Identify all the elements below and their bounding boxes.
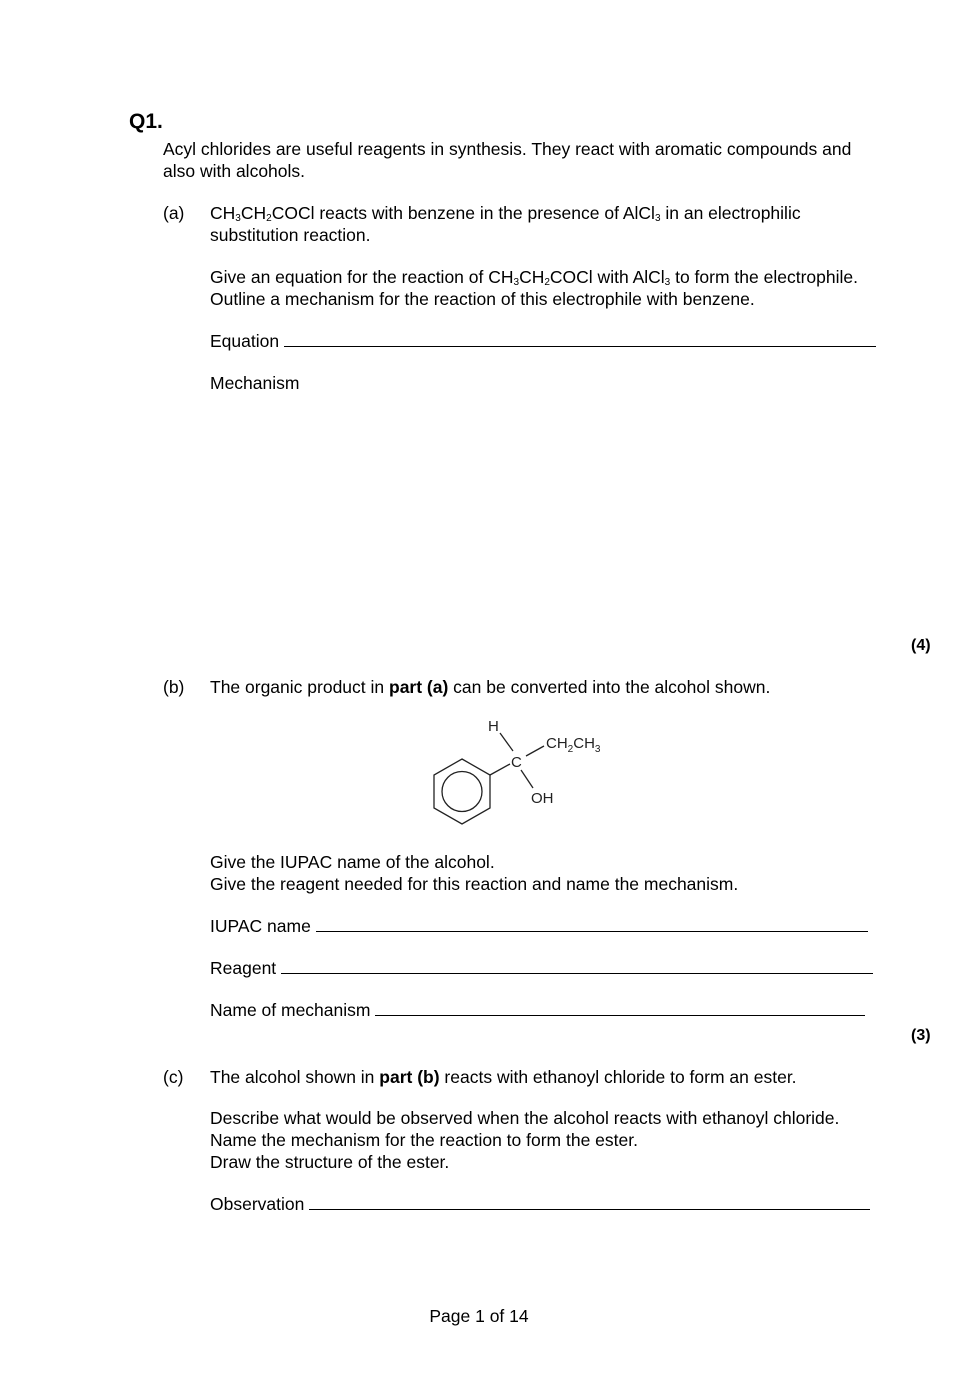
equation-label: Equation bbox=[210, 331, 280, 351]
c-h-bond bbox=[500, 733, 513, 751]
part-b-task-iupac: Give the IUPAC name of the alcohol. bbox=[210, 852, 495, 872]
part-a-label: (a) bbox=[163, 203, 185, 223]
mechanism-label: Mechanism bbox=[210, 373, 300, 393]
part-c-label: (c) bbox=[163, 1067, 184, 1087]
alcohol-structure-diagram bbox=[420, 712, 630, 832]
mechanism-name-answer-row bbox=[210, 1000, 865, 1021]
mechanism-name-answer-line[interactable] bbox=[375, 1000, 865, 1016]
carbon-atom-label: C bbox=[511, 754, 522, 771]
part-c-task-structure: Draw the structure of the ester. bbox=[210, 1152, 450, 1172]
reagent-label: Reagent bbox=[210, 958, 277, 978]
question-intro-line2: also with alcohols. bbox=[163, 161, 306, 181]
iupac-answer-line[interactable] bbox=[316, 916, 868, 932]
reagent-answer-row bbox=[210, 958, 873, 979]
equation-answer-row bbox=[210, 331, 876, 352]
hydroxyl-group-label: OH bbox=[531, 790, 554, 807]
part-b-marks: (3) bbox=[911, 1027, 931, 1044]
benzene-inner-circle bbox=[442, 772, 482, 812]
ring-to-carbon-bond bbox=[490, 764, 510, 775]
part-a-statement-line2: substitution reaction. bbox=[210, 225, 371, 245]
ethyl-group-label: $CH_2CH_3$ bbox=[546, 735, 601, 755]
mechanism-answer-space[interactable] bbox=[210, 400, 870, 620]
part-a-marks: (4) bbox=[911, 637, 931, 654]
part-a-task-equation: Give an equation for the reaction of $CH_3CH_2COCl$ with AlCl$_3$ to form the electrophile. bbox=[210, 267, 858, 288]
iupac-answer-row bbox=[210, 916, 868, 937]
equation-answer-line[interactable] bbox=[284, 331, 876, 347]
hydrogen-atom-label: H bbox=[488, 718, 499, 735]
part-c-task-observe: Describe what would be observed when the alcohol reacts with ethanoyl chloride. bbox=[210, 1108, 840, 1128]
part-a-statement-line1: $CH_3CH_2COCl$ reacts with benzene in the presence of AlCl$_3$ in an electrophilic bbox=[210, 203, 801, 224]
c-oh-bond bbox=[521, 770, 533, 788]
observation-answer-line[interactable] bbox=[309, 1194, 870, 1210]
iupac-label: IUPAC name bbox=[210, 916, 311, 936]
part-c-statement: The alcohol shown in part (b) reacts with ethanoyl chloride to form an ester. bbox=[210, 1067, 797, 1087]
observation-label: Observation bbox=[210, 1194, 305, 1214]
page-number: Page 1 of 14 bbox=[429, 1306, 529, 1326]
part-b-label: (b) bbox=[163, 677, 185, 697]
observation-answer-row bbox=[210, 1194, 870, 1215]
part-c-task-mechanism: Name the mechanism for the reaction to form the ester. bbox=[210, 1130, 638, 1150]
part-b-statement: The organic product in part (a) can be converted into the alcohol shown. bbox=[210, 677, 771, 697]
question-intro-line1: Acyl chlorides are useful reagents in synthesis. They react with aromatic compounds and bbox=[163, 139, 852, 159]
part-a-task-mechanism: Outline a mechanism for the reaction of this electrophile with benzene. bbox=[210, 289, 755, 309]
c-ethyl-bond bbox=[526, 746, 544, 756]
part-b-task-reagent: Give the reagent needed for this reaction and name the mechanism. bbox=[210, 874, 739, 894]
mechanism-name-label: Name of mechanism bbox=[210, 1000, 371, 1020]
reagent-answer-line[interactable] bbox=[281, 958, 873, 974]
question-number: Q1. bbox=[129, 110, 163, 133]
